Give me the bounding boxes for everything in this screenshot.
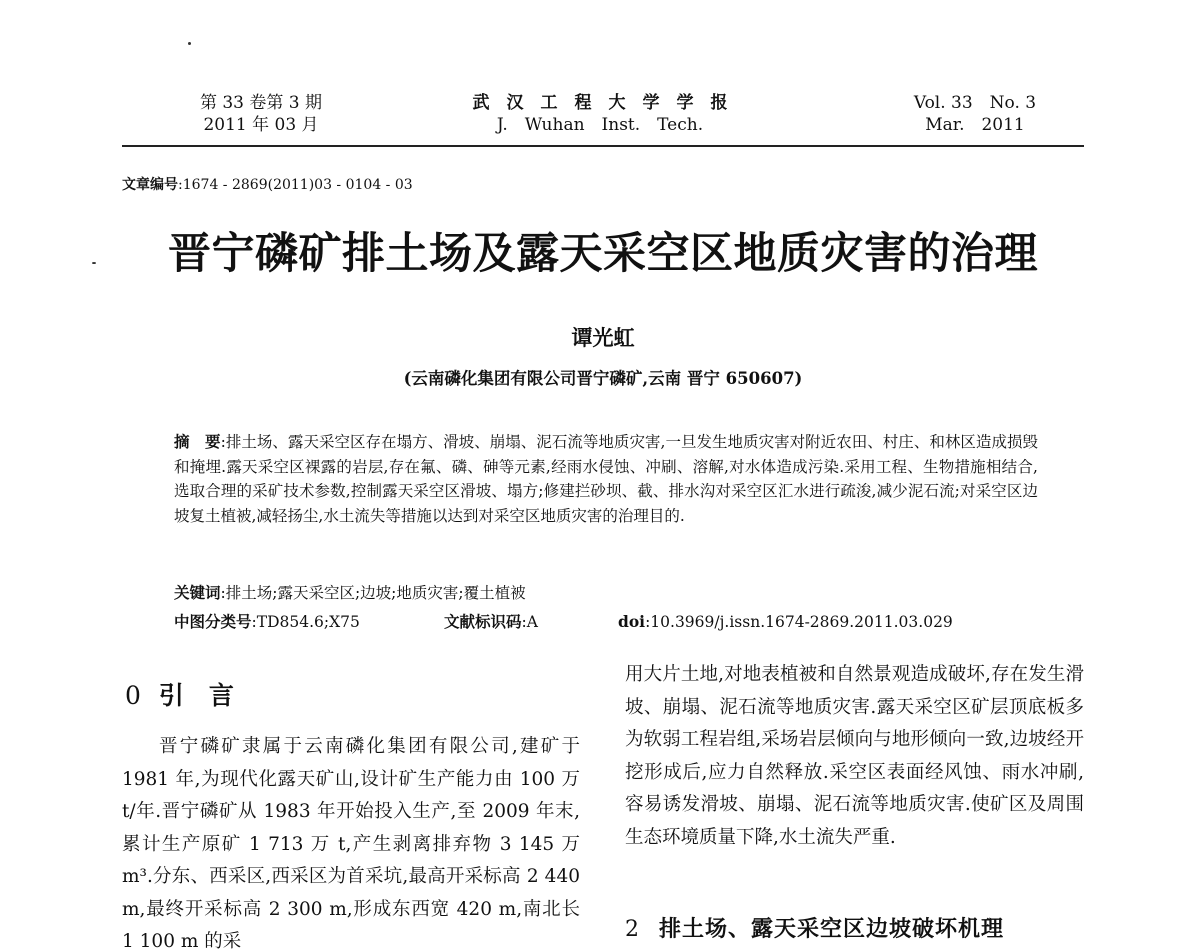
- section-2-title: 排土场、露天采空区边坡破坏机理: [659, 916, 1005, 942]
- document-code-label: 文献标识码: [444, 612, 522, 631]
- document-code-value: :A: [521, 613, 538, 631]
- volume-issue-english: Vol. 33 No. 3: [913, 93, 1037, 113]
- article-number: [122, 176, 413, 194]
- abstract-label: 摘 要: [174, 432, 221, 451]
- right-column-paragraph: 用大片土地,对地表植被和自然景观造成破坏,存在发生滑坡、崩塌、泥石流等地质灾害.露天采空区矿层顶底板多为软弱工程岩组,采场岩层倾向与地形倾向一致,边坡经开挖形成后,应力自然释放.采空区表面经风蚀、雨水冲刷,容易诱发滑坡、崩塌、泥石流等地质灾害.使矿区及周围生态环境质量下降,水土流失严重.: [625, 664, 1084, 848]
- clc-value: :TD854.6;X75: [251, 613, 360, 631]
- header-left: [186, 92, 336, 136]
- section-0-number: 0: [125, 681, 141, 710]
- clc-code: [174, 610, 360, 634]
- volume-issue: 第 33 卷第 3 期: [199, 93, 323, 113]
- doi-value: :10.3969/j.issn.1674-2869.2011.03.029: [645, 613, 953, 631]
- abstract: [174, 430, 1038, 528]
- keywords-text: :排土场;露天采空区;边坡;地质灾害;覆土植被: [220, 584, 526, 602]
- clc-label: 中图分类号: [174, 612, 252, 631]
- article-number-label: 文章编号: [122, 177, 178, 193]
- header-center: [440, 92, 760, 136]
- section-2-heading: [625, 914, 1004, 945]
- doi-label: doi: [618, 612, 646, 631]
- journal-name: 武 汉 工 程 大 学 学 报: [472, 93, 728, 113]
- section-0-paragraph: 晋宁磷矿隶属于云南磷化集团有限公司,建矿于 1981 年,为现代化露天矿山,设计矿生产能力由 100 万 t/年.晋宁磷矿从 1983 年开始投入生产,至 2009 年末,累计生产原矿 1 713 万 t,产生剥离排弃物 3 145 万 m³.分东、西采区,西采区为首采坑,最高开采标高 2 440 m,最终开采标高 2 300 m,形成东西宽 420 m,南北长 1 100 m 的采: [122, 736, 580, 952]
- document-code: [444, 610, 538, 634]
- scan-speck: [92, 262, 96, 264]
- article-number-value: :1674 - 2869(2011)03 - 0104 - 03: [178, 177, 413, 193]
- header-right: [900, 92, 1050, 136]
- section-0-title: 引 言: [158, 681, 234, 710]
- author-affiliation: (云南磷化集团有限公司晋宁磷矿,云南 晋宁 650607): [403, 369, 803, 388]
- paper-title: 晋宁磷矿排土场及露天采空区地质灾害的治理: [168, 229, 1038, 279]
- publication-date: 2011 年 03 月: [203, 115, 319, 135]
- author-name: 谭光虹: [571, 325, 635, 350]
- section-2-number: 2: [625, 917, 639, 942]
- publication-date-english: Mar. 2011: [925, 115, 1025, 135]
- scan-speck: [188, 42, 191, 45]
- abstract-text: :排土场、露天采空区存在塌方、滑坡、崩塌、泥石流等地质灾害,一旦发生地质灾害对附近农田、村庄、和林区造成损毁和掩埋.露天采空区裸露的岩层,存在氟、磷、砷等元素,经雨水侵蚀、冲刷、溶解,对水体造成污染.采用工程、生物措施相结合,选取合理的采矿技术参数,控制露天采空区滑坡、塌方;修建拦砂坝、截、排水沟对采空区汇水进行疏浚,减少泥石流;对采空区边坡复土植被,减轻扬尘,水土流失等措施以达到对采空区地质灾害的治理目的.: [174, 433, 1038, 525]
- header-rule: [122, 145, 1084, 147]
- doi: [618, 610, 953, 634]
- journal-name-english: J. Wuhan Inst. Tech.: [496, 115, 704, 135]
- keywords-label: 关键词: [174, 583, 221, 602]
- section-0-heading: [125, 680, 234, 712]
- keywords: [174, 581, 1038, 606]
